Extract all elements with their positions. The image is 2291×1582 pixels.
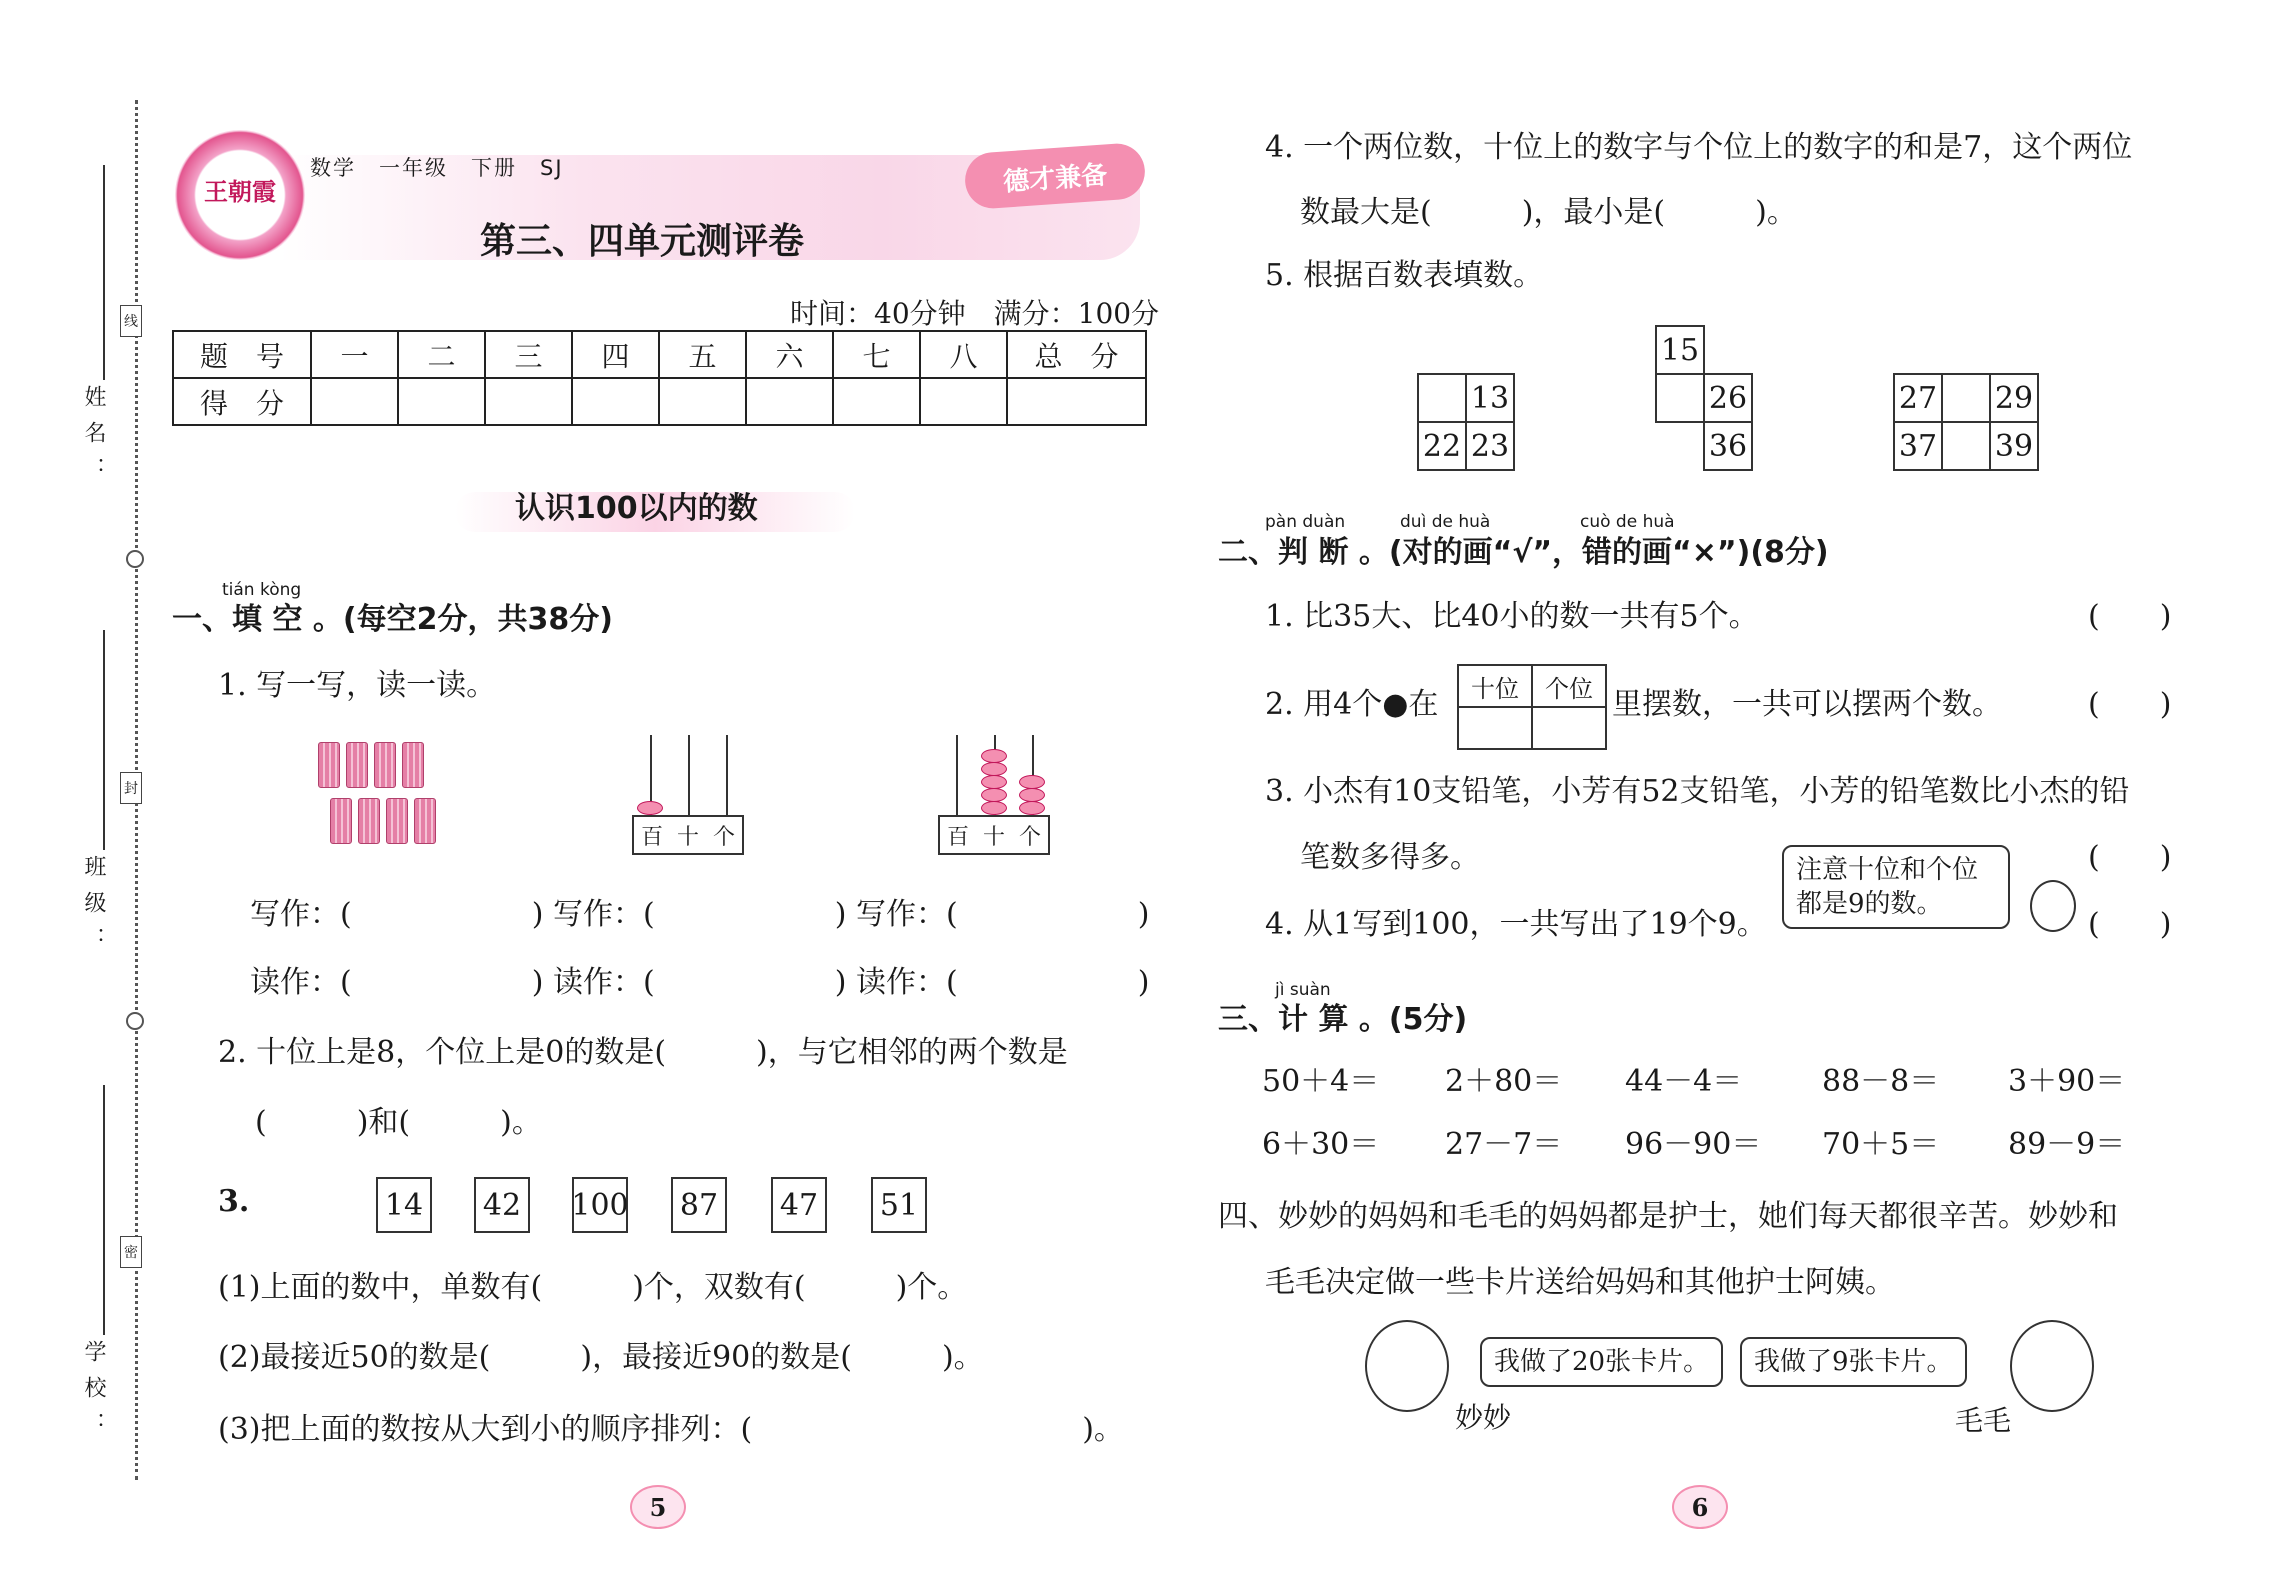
abacus-rod <box>726 735 728 815</box>
abacus-bead <box>1019 801 1045 815</box>
score-cell[interactable] <box>833 378 920 425</box>
name-miaomiao: 妙妙 <box>1455 1401 1512 1434</box>
judge-q1: 1. 比35大、比40小的数一共有5个。 <box>1265 599 1759 634</box>
calc-item[interactable]: 44－4＝ <box>1625 1064 1743 1099</box>
abacus-rod <box>688 735 690 815</box>
page-number-right: 6 <box>1672 1485 1728 1529</box>
time-info: 时间：40分钟 满分：100分 <box>790 297 1160 330</box>
bundle-icon <box>402 742 424 788</box>
grid-cell: 15 <box>1655 325 1705 375</box>
calc-item[interactable]: 27－7＝ <box>1445 1127 1563 1162</box>
pinyin: pàn duàn <box>1265 512 1346 532</box>
score-cell[interactable] <box>311 378 398 425</box>
name-label: 姓名： <box>81 385 106 493</box>
read-answer-2[interactable]: 读作：( ) <box>553 965 847 1000</box>
score-header: 总 分 <box>1007 331 1146 378</box>
score-header: 二 <box>398 331 485 378</box>
q3-sub2: (2)最接近50的数是( )，最接近90的数是( )。 <box>218 1340 984 1375</box>
q3-label: 3. <box>218 1184 250 1219</box>
logo-text: 王朝霞 <box>204 177 276 206</box>
bundle-icon <box>330 798 352 844</box>
speech-bubble-2: 我做了9张卡片。 <box>1740 1337 1967 1387</box>
score-cell[interactable] <box>1007 378 1146 425</box>
stick-bundles <box>318 742 458 852</box>
abacus-1 <box>632 735 752 865</box>
bundle-icon <box>414 798 436 844</box>
judge-q2a: 2. 用4个●在 <box>1265 687 1439 722</box>
score-header: 五 <box>659 331 746 378</box>
grid-blank[interactable] <box>1941 373 1991 423</box>
calc-item[interactable]: 70＋5＝ <box>1822 1127 1940 1162</box>
pinyin: tián kòng <box>222 580 302 600</box>
pv-tens-cell <box>1458 707 1532 749</box>
bundle-icon <box>318 742 340 788</box>
score-table <box>172 330 1147 426</box>
calc-item[interactable]: 3＋90＝ <box>2008 1064 2126 1099</box>
part2-heading: 二、判 断 。(对的画“√”，错的画“×”)(8分) <box>1218 535 1829 570</box>
write-answer-3[interactable]: 写作：( ) <box>856 897 1150 932</box>
abacus-bead <box>1019 775 1045 789</box>
score-header: 三 <box>485 331 572 378</box>
mark-secret: 密 <box>120 1236 142 1268</box>
judge-q4: 4. 从1写到100，一共写出了19个9。 <box>1265 907 1767 942</box>
abacus-bead <box>981 788 1007 802</box>
grid-blank[interactable] <box>1417 373 1467 423</box>
part1-heading: 一、填 空 。(每空2分，共38分) <box>172 602 613 637</box>
judge-q2b: 里摆数，一共可以摆两个数。 <box>1612 687 2002 722</box>
page-title: 第三、四单元测评卷 <box>480 221 805 262</box>
number-box: 47 <box>771 1177 827 1233</box>
maomao-avatar <box>2010 1320 2094 1412</box>
name-maomao: 毛毛 <box>1955 1404 2012 1437</box>
score-cell[interactable] <box>746 378 833 425</box>
judge-answer-3[interactable]: ( ) <box>2088 840 2172 875</box>
abacus-label: 十 <box>676 824 699 850</box>
calc-item[interactable]: 96－90＝ <box>1625 1127 1762 1162</box>
abacus-bead <box>981 775 1007 789</box>
score-cell[interactable] <box>920 378 1007 425</box>
pv-ones-cell <box>1532 707 1606 749</box>
write-answer-1[interactable]: 写作：( ) <box>250 897 544 932</box>
grid-cell: 37 <box>1893 421 1943 471</box>
judge-q3-line1: 3. 小杰有10支铅笔，小芳有52支铅笔，小芳的铅笔数比小杰的铅 <box>1265 774 2130 809</box>
section-banner: 认识100以内的数 <box>515 491 758 526</box>
read-answer-3[interactable]: 读作：( ) <box>856 965 1150 1000</box>
judge-answer-1[interactable]: ( ) <box>2088 599 2172 634</box>
calc-item[interactable]: 89－9＝ <box>2008 1127 2126 1162</box>
bundle-icon <box>346 742 368 788</box>
grid-cell: 27 <box>1893 373 1943 423</box>
hint-line: 都是9的数。 <box>1796 889 1943 919</box>
number-box: 87 <box>671 1177 727 1233</box>
judge-answer-2[interactable]: ( ) <box>2088 687 2172 722</box>
hint-line: 注意十位和个位 <box>1796 855 1979 885</box>
q3-sub1: (1)上面的数中，单数有( )个，双数有( )个。 <box>218 1270 968 1305</box>
abacus-bead <box>981 801 1007 815</box>
calc-item[interactable]: 88－8＝ <box>1822 1064 1940 1099</box>
abacus-bead <box>1019 788 1045 802</box>
binding-hole <box>126 550 144 568</box>
binding-hole <box>126 1012 144 1030</box>
abacus-label: 百 <box>640 824 663 850</box>
class-label: 班级： <box>81 855 106 963</box>
number-box: 100 <box>572 1177 628 1233</box>
name-field[interactable] <box>103 165 105 380</box>
number-box: 42 <box>474 1177 530 1233</box>
grid-cell: 36 <box>1703 421 1753 471</box>
abacus-base <box>632 815 744 855</box>
judge-q3-line2: 笔数多得多。 <box>1300 840 1480 875</box>
q5-text: 5. 根据百数表填数。 <box>1265 258 1544 293</box>
motto-badge: 德才兼备 <box>963 142 1146 210</box>
mark-line: 线 <box>120 305 142 337</box>
judge-answer-4[interactable]: ( ) <box>2088 907 2172 942</box>
part3-heading: 三、计 算 。(5分) <box>1218 1002 1468 1037</box>
grid-cell: 22 <box>1417 421 1467 471</box>
speech-bubble-1: 我做了20张卡片。 <box>1480 1337 1723 1387</box>
q2-line2: ( )和( )。 <box>255 1105 542 1140</box>
miaomiao-avatar <box>1365 1320 1449 1412</box>
abacus-bead <box>981 762 1007 776</box>
place-value-chart <box>1457 664 1607 750</box>
pv-tens-label: 十位 <box>1458 665 1532 707</box>
calc-item[interactable]: 2＋80＝ <box>1445 1064 1563 1099</box>
abacus-2 <box>938 735 1058 865</box>
q4-line2: 数最大是( )，最小是( )。 <box>1300 195 1797 230</box>
page-number-left: 5 <box>630 1485 686 1529</box>
grid-cell: 23 <box>1465 421 1515 471</box>
bundle-icon <box>374 742 396 788</box>
hint-bubble <box>1782 845 2010 929</box>
score-header: 八 <box>920 331 1007 378</box>
write-answer-2[interactable]: 写作：( ) <box>553 897 847 932</box>
pinyin: duì de huà <box>1400 512 1491 532</box>
grid-cell: 13 <box>1465 373 1515 423</box>
school-field[interactable] <box>103 1085 105 1335</box>
grid-cell: 26 <box>1703 373 1753 423</box>
score-cell[interactable] <box>398 378 485 425</box>
abacus-label: 百 <box>946 824 969 850</box>
abacus-rod <box>956 735 958 815</box>
abacus-base <box>938 815 1050 855</box>
calc-item[interactable]: 6＋30＝ <box>1262 1127 1380 1162</box>
school-label: 学校： <box>81 1340 106 1448</box>
calc-item[interactable]: 50＋4＝ <box>1262 1064 1380 1099</box>
number-box: 51 <box>871 1177 927 1233</box>
q3-sub3: (3)把上面的数按从大到小的顺序排列：( )。 <box>218 1412 1124 1447</box>
score-cell[interactable] <box>485 378 572 425</box>
abacus-label: 个 <box>1018 824 1041 850</box>
part4-line2: 毛毛决定做一些卡片送给妈妈和其他护士阿姨。 <box>1265 1265 1895 1300</box>
abacus-bead <box>637 801 663 815</box>
score-header: 题 号 <box>173 331 311 378</box>
abacus-label: 十 <box>982 824 1005 850</box>
score-header: 六 <box>746 331 833 378</box>
part4-line1: 四、妙妙的妈妈和毛毛的妈妈都是护士，她们每天都很辛苦。妙妙和 <box>1218 1199 2118 1234</box>
q2-line1: 2. 十位上是8，个位上是0的数是( )，与它相邻的两个数是 <box>218 1035 1068 1070</box>
mark-seal: 封 <box>120 772 142 804</box>
book-meta: 数学 一年级 下册 SJ <box>310 156 564 180</box>
cartoon-doll-icon <box>2030 880 2076 932</box>
number-box: 14 <box>376 1177 432 1233</box>
score-cell[interactable] <box>659 378 746 425</box>
pinyin: jì suàn <box>1275 980 1331 1000</box>
class-field[interactable] <box>103 630 105 850</box>
bundle-icon <box>386 798 408 844</box>
score-header: 七 <box>833 331 920 378</box>
q4-line1: 4. 一个两位数，十位上的数字与个位上的数字的和是7，这个两位 <box>1265 130 2133 165</box>
grid-blank[interactable] <box>1655 373 1705 423</box>
score-header: 一 <box>311 331 398 378</box>
score-header: 四 <box>572 331 659 378</box>
abacus-bead <box>981 749 1007 763</box>
bundle-icon <box>358 798 380 844</box>
pv-ones-label: 个位 <box>1532 665 1606 707</box>
pinyin: cuò de huà <box>1580 512 1675 532</box>
read-answer-1[interactable]: 读作：( ) <box>250 965 544 1000</box>
grid-cell: 39 <box>1989 421 2039 471</box>
q1-text: 1. 写一写，读一读。 <box>218 668 497 703</box>
score-row-label: 得 分 <box>173 378 311 425</box>
abacus-label: 个 <box>712 824 735 850</box>
score-cell[interactable] <box>572 378 659 425</box>
grid-cell: 29 <box>1989 373 2039 423</box>
grid-blank[interactable] <box>1941 421 1991 471</box>
